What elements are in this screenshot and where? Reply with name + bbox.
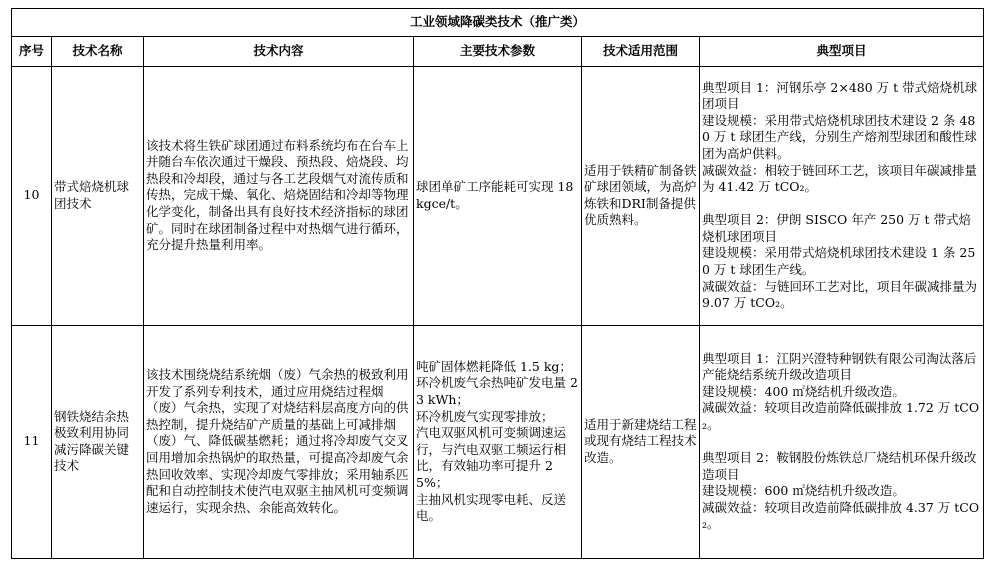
header-params: 主要技术参数 bbox=[414, 37, 582, 66]
header-name: 技术名称 bbox=[52, 37, 144, 66]
project-scale: 建设规模：400 ㎡烧结机升级改造。 bbox=[702, 383, 905, 399]
project-block bbox=[702, 212, 981, 312]
row-no: 10 bbox=[12, 66, 52, 325]
header-content: 技术内容 bbox=[144, 37, 414, 66]
table-row bbox=[12, 325, 984, 558]
typical-projects bbox=[700, 325, 984, 558]
project-scale: 建设规模：采用带式焙烧机球团技术建设 2 条 480 万 t 球团生产线，分别生产熔剂型球团和酸性球团为高炉供料。 bbox=[702, 112, 977, 161]
project-title: 典型项目 2：鞍钢股份炼铁总厂烧结机环保升级改造项目 bbox=[702, 450, 977, 482]
param-line: 汽电双驱风机可变频调速运行，与汽电双驱工频运行相比，有效轴功率可提升 25%； bbox=[416, 425, 567, 490]
project-block bbox=[702, 80, 981, 196]
tech-scope: 适用于铁精矿制备铁矿球团领域，为高炉炼铁和DRI制备提供优质熟料。 bbox=[582, 66, 700, 325]
table-row bbox=[12, 66, 984, 325]
project-scale: 建设规模：采用带式焙烧机球团技术建设 1 条 250 万 t 球团生产线。 bbox=[702, 245, 976, 278]
tech-params bbox=[414, 66, 582, 325]
project-block bbox=[702, 450, 981, 533]
header-no: 序号 bbox=[12, 37, 52, 66]
project-title: 典型项目 2：伊朗 SISCO 年产 250 万 t 带式焙烧机球团项目 bbox=[702, 212, 972, 244]
project-title: 典型项目 1：河钢乐亭 2×480 万 t 带式焙烧机球团项目 bbox=[702, 79, 978, 112]
param-line: 主抽风机实现零电耗、反送电。 bbox=[416, 491, 567, 524]
project-block bbox=[702, 351, 981, 434]
technology-table bbox=[11, 8, 984, 559]
param-line: 环冷机废气余热吨矿发电量 23 kWh； bbox=[416, 375, 578, 407]
param-line: 球团单矿工序能耗可实现 18 kgce/t。 bbox=[416, 179, 574, 211]
row-no: 11 bbox=[12, 325, 52, 558]
project-benefit: 减碳效益：较项目改造前降低碳排放 1.72 万 tCO₂。 bbox=[702, 400, 980, 432]
project-benefit: 减碳效益：较项目改造前降低碳排放 4.37 万 tCO₂。 bbox=[702, 499, 980, 532]
table-title: 工业领域降碳类技术（推广类） bbox=[12, 9, 984, 37]
project-title: 典型项目 1：江阴兴澄特种钢铁有限公司淘汰落后产能烧结系统升级改造项目 bbox=[702, 350, 977, 383]
tech-params bbox=[414, 325, 582, 558]
param-line: 吨矿固体燃耗降低 1.5 kg； bbox=[416, 358, 572, 374]
tech-content: 该技术围绕烧结系统烟（废）气余热的极致利用开发了系列专利技术，通过应用烧结过程烟（废）气余热，实现了对烧结料层高度方向的供热控制，提升烧结矿产质量的基础上可减排烟（废）气、降低碳基燃耗；通过将冷却废气交叉回用增加余热锅炉的取热量，可提高冷却废气余热回收效率、实现冷却废气零排放；采用轴系匹配和自动控制技术使汽电双驱主抽风机可变频调速运行，实现余热、余能高效转化。 bbox=[144, 325, 414, 558]
tech-name: 钢铁烧结余热极致利用协同减污降碳关键技术 bbox=[52, 325, 144, 558]
header-projects: 典型项目 bbox=[700, 37, 984, 66]
project-benefit: 减碳效益：相较于链回环工艺，该项目年碳减排量为 41.42 万 tCO₂。 bbox=[702, 162, 978, 195]
tech-name: 带式焙烧机球团技术 bbox=[52, 66, 144, 325]
project-scale: 建设规模：600 ㎡烧结机升级改造。 bbox=[702, 483, 905, 499]
tech-content: 该技术将生铁矿球团通过布料系统均布在台车上并随台车依次通过干燥段、预热段、焙烧段、均热段和冷却段，通过与各工艺段烟气对流传质和传热，完成干燥、氧化、焙烧固结和冷却等物理化学变化，制备出具有良好技术经济指标的球团矿。同时在球团制备过程中对热烟气进行循环，充分提升热量利用率。 bbox=[144, 66, 414, 325]
param-line: 环冷机废气实现零排放； bbox=[416, 408, 554, 424]
header-scope: 技术适用范围 bbox=[582, 37, 700, 66]
project-benefit: 减碳效益：与链回环工艺对比，项目年碳减排量为 9.07 万 tCO₂。 bbox=[702, 278, 978, 311]
typical-projects bbox=[700, 66, 984, 325]
tech-scope: 适用于新建烧结工程或现有烧结工程技术改造。 bbox=[582, 325, 700, 558]
